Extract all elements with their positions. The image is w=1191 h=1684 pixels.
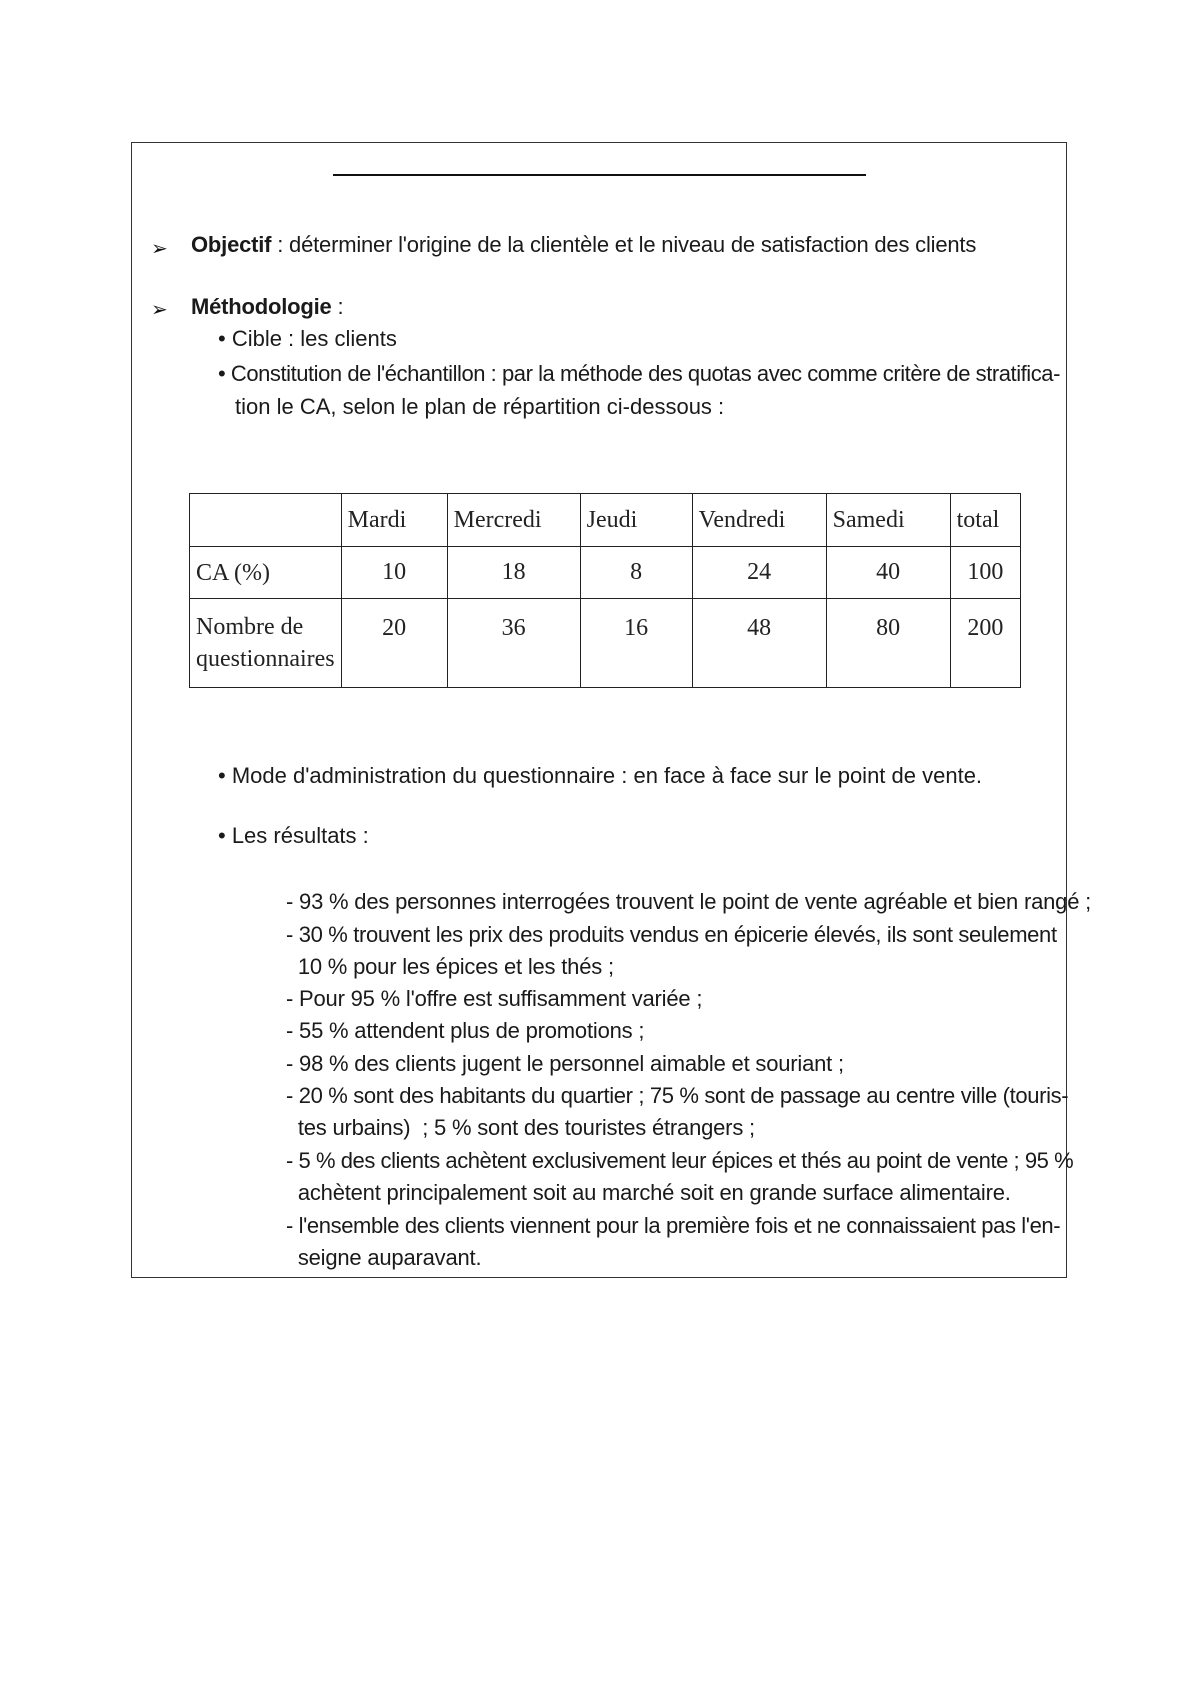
result-line: - 5 % des clients achètent exclusivement leur épices et thés au point de vente ; 95 % [286,1148,1074,1173]
result-line: - 93 % des personnes interrogées trouvent le point de vente agréable et bien rangé ; [286,889,1092,914]
objectif-text: : déterminer l'origine de la clientèle et le niveau de satisfaction des clients [271,232,977,257]
result-line: tes urbains) ; 5 % sont des touristes étrangers ; [286,1115,755,1140]
table-header-cell: Mercredi [447,494,580,547]
methodologie-label: Méthodologie [191,294,332,319]
result-line: - 98 % des clients jugent le personnel aimable et souriant ; [286,1051,844,1076]
table-row-label: CA (%) [190,547,342,599]
table-cell: 80 [826,599,950,688]
result-line: - Pour 95 % l'offre est suffisamment variée ; [286,986,703,1011]
arrow-bullet-icon: ➢ [151,297,168,321]
arrow-bullet-icon: ➢ [151,236,168,260]
table-row-label [190,599,342,688]
objectif-line [191,232,976,258]
table-cell: 16 [580,599,692,688]
table-cell: 10 [341,547,447,599]
mode-item: • Mode d'administration du questionnaire : en face à face sur le point de vente. [218,763,983,788]
table-cell: 20 [341,599,447,688]
table-cell: 48 [692,599,826,688]
methodologie-text: : [331,294,344,319]
table-header-row [190,494,1021,547]
result-line: seigne auparavant. [286,1245,482,1270]
table-row [190,547,1021,599]
resultats-title: • Les résultats : [218,823,369,848]
table-row [190,599,1021,688]
row-label-line: questionnaires [196,646,335,672]
constitution-line-1: • Constitution de l'échantillon : par la méthode des quotas avec comme critère de stratifica- [218,361,1060,386]
result-line: achètent principalement soit au marché soit en grande surface alimentaire. [286,1180,1011,1205]
constitution-line-2: tion le CA, selon le plan de répartition ci-dessous : [235,394,725,419]
table-cell: 18 [447,547,580,599]
result-line: - 20 % sont des habitants du quartier ; 75 % sont de passage au centre ville (touris- [286,1083,1069,1108]
result-line: - l'ensemble des clients viennent pour la première fois et ne connaissaient pas l'en- [286,1213,1061,1238]
row-label-line: Nombre de [196,614,304,640]
table-cell: 8 [580,547,692,599]
objectif-label: Objectif [191,232,272,257]
table-header-cell: Jeudi [580,494,692,547]
table-cell: 40 [826,547,950,599]
table-header-cell: Mardi [341,494,447,547]
table-header-cell: total [950,494,1020,547]
cible-item: • Cible : les clients [218,326,397,351]
table-cell: 36 [447,599,580,688]
title-underline [333,174,866,176]
table-cell: 24 [692,547,826,599]
table-header-cell: Vendredi [692,494,826,547]
table-header-cell: Samedi [826,494,950,547]
table-cell: 200 [950,599,1020,688]
result-line: - 30 % trouvent les prix des produits vendus en épicerie élevés, ils sont seulement [286,922,1057,947]
table-header-cell [190,494,342,547]
quota-table [189,493,1021,688]
table-cell: 100 [950,547,1020,599]
methodologie-line [191,294,343,320]
result-line: - 55 % attendent plus de promotions ; [286,1018,645,1043]
result-line: 10 % pour les épices et les thés ; [286,954,614,979]
